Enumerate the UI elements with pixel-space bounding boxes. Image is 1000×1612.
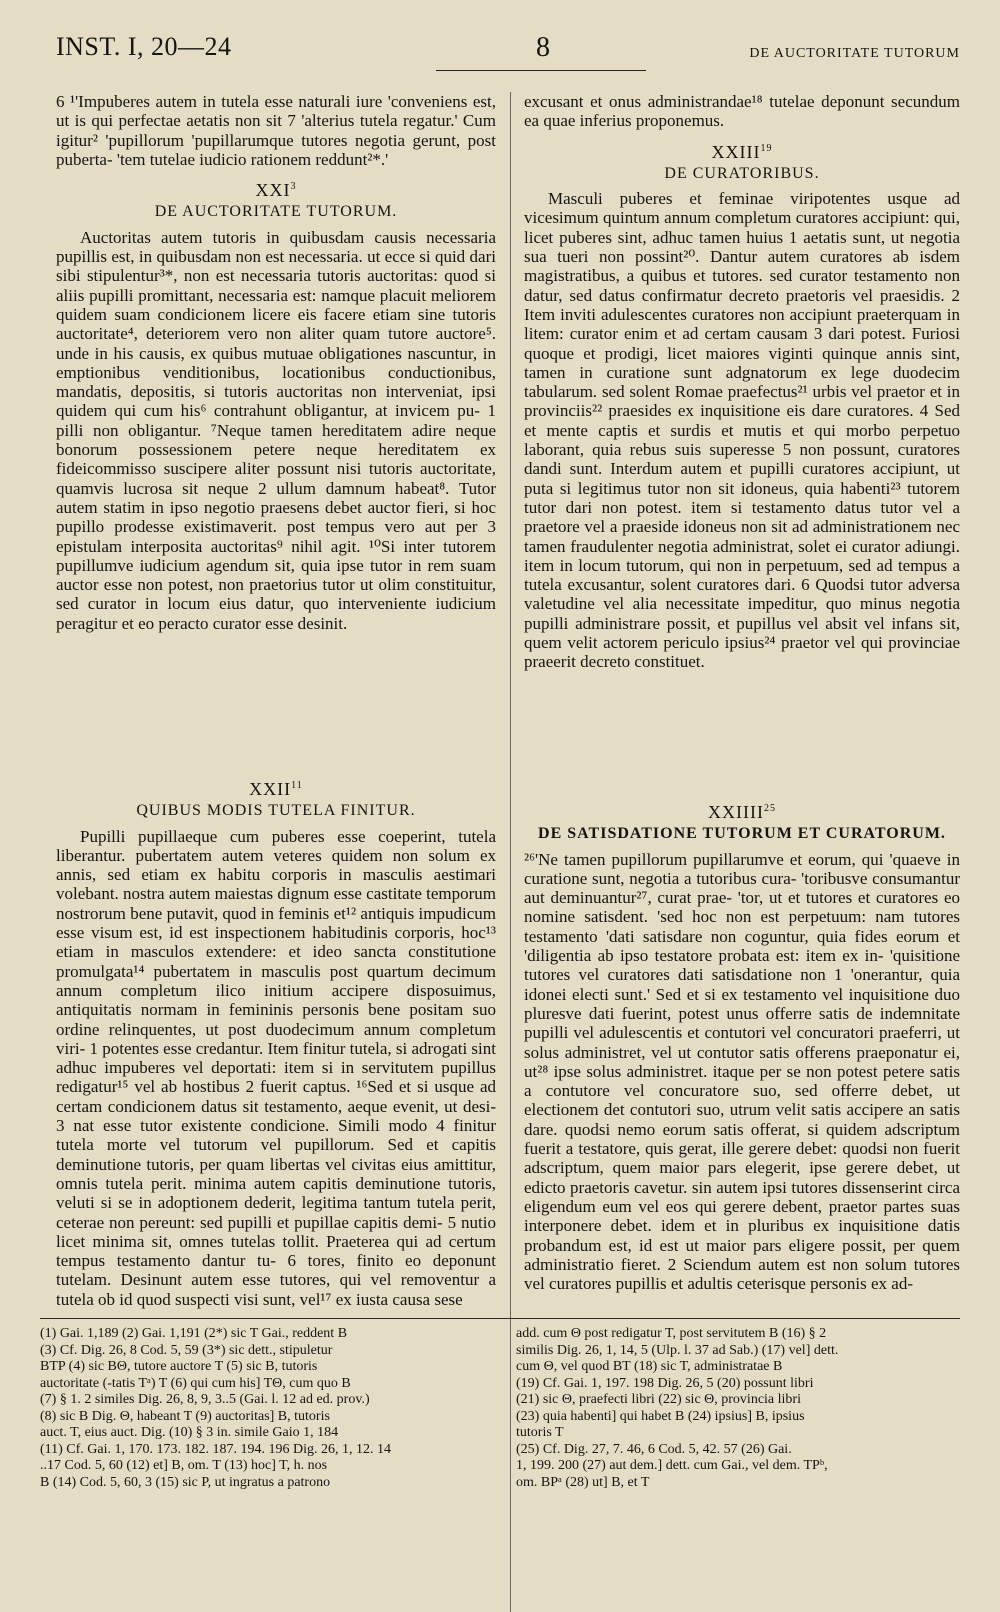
footnote-line: (19) Cf. Gai. 1, 197. 198 Dig. 26, 5 (20) possunt libri <box>516 1375 814 1391</box>
footnotes-right <box>516 1326 966 1491</box>
footnote-line: auct. T, eius auct. Dig. (10) § 3 in. simile Gaio 1, 184 <box>40 1425 339 1440</box>
footnote-line: BTP (4) sic BΘ, tutore auctore T (5) sic B, tutoris <box>40 1359 318 1374</box>
section-number-text: XXIIII <box>708 802 764 822</box>
footnote-line: similis Dig. 26, 1, 14, 5 (Ulp. l. 37 ad Sab.) (17) vel] dett. <box>516 1342 839 1358</box>
section-title: QUIBUS MODIS TUTELA FINITUR. <box>136 802 416 820</box>
footnote-line: (23) quia habenti] qui habet B (24) ipsius] B, ipsius <box>516 1408 805 1424</box>
footnotes-left <box>40 1326 506 1491</box>
footnote-line: (3) Cf. Dig. 26, 8 Cod. 5, 59 (3*) sic dett., stipuletur <box>40 1342 333 1358</box>
section-number-text: XXI <box>255 180 291 201</box>
footnote-line: (25) Cf. Dig. 27, 7. 46, 6 Cod. 5, 42. 57 (26) Gai. <box>516 1441 792 1457</box>
intro-text: excusant et onus administrandae¹⁸ tutelae deponunt secundum ea quae inferius proponemus. <box>524 92 960 131</box>
section-number <box>56 177 496 200</box>
section-number-note: 25 <box>763 803 776 814</box>
footnote-line: tutoris T <box>516 1425 564 1440</box>
page-number: 8 <box>536 32 550 63</box>
section-title: DE SATISDATIONE TUTORUM ET CURATORUM. <box>538 825 946 843</box>
footnote-line: (21) sic Θ, praefecti libri (22) sic Θ, provincia libri <box>516 1392 801 1407</box>
section-paragraph: Masculi puberes et feminae viripotentes usque ad vicesimum quintum annum completum curatores accipiunt: qui, licet puberes sint, adhuc tamen huius 1 aetatis sunt, ut negotia sua tueri non possint²⁰. Dantur autem curatores ab isdem magistratibus, a quibus et tutores. sed curator testamento non datur, sed datus confirmatur decreto praetoris vel praesidis. 2 Item inviti adulescentes curatores non accipiunt praeterquam in litem: curator enim et ad certam causam 3 dari potest. Furiosi quoque et prodigi, licet maiores viginti quinque annis sint, tamen in curatione sunt adgnatorum ex lege duodecim tabularum. sed solent Romae praefectus²¹ urbis vel praetor et in provinciis²² praesides ex inquisitione eis dare curatores. 4 Sed et mente captis et surdis et mutis et qui morbo perpetuo laborant, quia rebus suis superesse 5 non possunt, curatores dandi sunt. Interdum autem et pupilli curatores accipiunt, ut puta si legitimus tutor non sit idoneus, quia habenti²³ tutorem tutor dari non potest. item si testamento datus tutor vel a praetore vel a praeside idoneus non sit ad administrationem nec tamen fraudulenter negotia administrat, solet ei curator adiungi. item in locum tutorum, qui non in perpetuum, sed ad tempus a tutela excusantur, solent curatores dari. 6 Quodsi tutor adversa valetudine vel alia necessitate impeditur, quo minus negotia pupilli administrare possit, et pupillus vel absit vel infans sit, quem velit actorem periculo ipsius²⁴ praetor vel qui provinciae praeerit decreto constituet. <box>524 189 960 672</box>
footnote-line: ..17 Cod. 5, 60 (12) et] B, om. T (13) hoc] T, h. nos <box>40 1458 328 1473</box>
running-head-left: INST. I, 20—24 <box>56 32 232 61</box>
section-title: DE AUCTORITATE TUTORUM. <box>154 203 398 221</box>
section-paragraph: ²⁶'Ne tamen pupillorum pupillarumve et eorum, qui 'quaeve in curatione sunt, negotia a tutoribus cura- 'toribusve consumantur aut deminuantur²⁷, curat prae- 'tor, ut et tutores et curatores eo nomine satisdent. 'sed hoc non est perpetuum: nam tutores testamento 'dati satisdare non coguntur, quia fides eorum et 'diligentia ab ipso testatore probata est: item ex in- 'quisitione tutores vel curatores dati satisdatione non 1 'onerantur, quia idonei electi sunt.' Sed et si ex testamento vel inquisitione duo pluresve dati fuerint, potest unus offerre satis de indemnitate pupilli vel adulescentis et contutori vel concuratori praeferri, ut solus administret, vel ut contutor satis offerens praeponatur ei, ut²⁸ ipse solus administret. itaque per se non potest petere satis a contutore vel concuratore suo, sed offerre debet, ut electionem det contutori suo, utrum velit satis accipere an satis dare. quodsi nemo eorum satis offerat, si quidem adscriptum fuerit a testatore, quis gerat, ille gerere debet: quodsi non fuerit adscriptum, quem maior pars elegerit, ipse gerere debet, ut edicto praetoris cavetur. sin autem ipsi tutores dissenserint circa eligendum eum vel eos qui gerere debent, praetor partes suas interponere debet. idem et in pluribus ex inquisitione datis probandum est, id est ut maior pars eligere possit, per quem administratio fieret. 2 Sciendum autem est non solum tutores vel curatores pupillis et adultis ceterisque personis ex ad- <box>524 849 960 1294</box>
section-number-text: XXII <box>249 779 292 799</box>
intro-text: 6 ¹'Impuberes autem in tutela esse naturali iure 'conveniens est, ut is qui perfectae aetatis non sit 7 'alterius tutela regatur.' Cum igitur² 'pupillorum 'pupillarumque tutores negotia gerunt, post puberta- 'tem tutelae iudicio rationem reddunt²*.' <box>56 92 496 169</box>
section-number-note: 19 <box>760 142 773 154</box>
left-column-top <box>56 92 496 633</box>
section-number-note: 11 <box>291 780 303 791</box>
section-paragraph: Pupilli pupillaeque cum puberes esse coeperint, tutela liberantur. pubertatem autem veteres quidem non solum ex annis, sed etiam ex habitu corporis in masculis aestimari volebant. nostra autem maiestas dignum esse castitate temporum nostrorum bene putavit, quod in feminis et¹² antiquis impudicum esse visum est, id est inspectionem habitudinis corporis, hoc¹³ etiam in masculos extendere: et ideo sancta constitutione promulgata¹⁴ pubertatem in masculis post quartum decimum annum completum ilico initium accipere disposuimus, antiquitatis normam in femininis personis bene positam suo ordine relinquentes, ut post duodecimum annum completum viri- 1 potentes esse credantur. Item finitur tutela, si adrogati sint adhuc impuberes vel deportati: item si in servitutem pupillus redigatur¹⁵ vel ab hostibus 2 fuerit captus. ¹⁶Sed et si usque ad certam condicionem datus sit testamento, aeque evenit, ut desi- 3 nat esse tutor existente condicione. Simili modo 4 finitur tutela morte vel tutorum vel pupillorum. Sed et capitis deminutione tutoris, per quam libertas vel civitas eius amittitur, omnis tutela perit. minima autem capitis deminutione tutoris, veluti si se in adoptionem dederit, legitima tantum tutela perit, ceterae non pereunt: sed pupilli et pupillae capitis demi- 5 nutio licet minima sit, omnes tutelas tollit. Praeterea qui ad certum tempus testamento dantur tu- 6 tores, finito eo deponunt tutelam. Desinunt autem esse tutores, qui vel removentur a tutela ob id quod suspecti visi sunt, vel¹⁷ ex iusta causa sese <box>56 826 496 1309</box>
footnote-line: 1, 199. 200 (27) aut dem.] dett. cum Gai., vel dem. TPᵇ, <box>516 1458 828 1473</box>
right-column-bottom <box>524 791 960 1307</box>
footnote-line: add. cum Θ post redigatur T, post servitutem B (16) § 2 <box>516 1326 827 1341</box>
footnote-line: cum Θ, vel quod BT (18) sic T, administratae B <box>516 1359 783 1374</box>
footnote-line: B (14) Cod. 5, 60, 3 (15) sic P, ut ingratus a patrono <box>40 1474 331 1490</box>
running-head-right: DE AUCTORITATE TUTORUM <box>749 46 960 61</box>
footnote-line: (11) Cf. Gai. 1, 170. 173. 182. 187. 194. 196 Dig. 26, 1, 12. 14 <box>40 1441 392 1457</box>
right-column-top <box>524 92 960 672</box>
section-title: DE CURATORIBUS. <box>664 164 820 182</box>
footnote-rule <box>40 1318 960 1319</box>
footnote-line: auctoritate (-tatis Tᵃ) T (6) qui cum his] TΘ, cum quo B <box>40 1375 351 1391</box>
section-number <box>524 139 960 162</box>
footnote-line: om. BPᵃ (28) ut] B, et T <box>516 1474 650 1490</box>
footnote-line: (8) sic B Dig. Θ, habeant T (9) auctoritas] B, tutoris <box>40 1408 330 1424</box>
footnote-line: (1) Gai. 1,189 (2) Gai. 1,191 (2*) sic T Gai., reddent B <box>40 1326 348 1341</box>
header-rule <box>436 70 646 71</box>
section-number <box>56 776 496 799</box>
section-number-note: 3 <box>290 181 297 193</box>
section-paragraph: Auctoritas autem tutoris in quibusdam causis necessaria pupillis est, in quibusdam non est necessaria. ut ecce si quid dari sibi stipulentur³*, non est necessaria tutoris auctoritas: quod si aliis pupilli promittant, necessaria est: namque placuit meliorem quidem suam condicionem licere eis facere etiam sine tutoris auctoritate⁴, deteriorem vero non aliter quam tutore auctore⁵. unde in his causis, ex quibus mutuae obligationes nascuntur, in emptionibus venditionibus, locationibus conductionibus, mandatis, depositis, si tutoris auctoritas non interveniat, ipsi quidem qui cum his⁶ contrahunt obligantur, at invicem pu- 1 pilli non obligantur. ⁷Neque tamen hereditatem adire neque bonorum possessionem petere neque hereditatem ex fideicommisso suscipere aliter possunt nisi tutoris auctoritate, quamvis lucrosa sit neque 2 ullum damnum habeat⁸. Tutor autem statim in ipso negotio praesens debet auctor fieri, si hoc pupillo prodesse existimaverit. post tempus vero aut per 3 epistulam interposita auctoritas⁹ nihil agit. ¹⁰Si inter tutorem pupillumve iudicium agendum sit, quia ipse tutor in rem suam auctor esse non potest, non praetorius tutor ut olim constituitur, sed curator in locum eius datur, quo interveniente iudicium peragitur et eo peracto curator esse desinit. <box>56 227 496 633</box>
footnote-line: (7) § 1. 2 similes Dig. 26, 8, 9, 3..5 (Gai. l. 12 ad ed. prov.) <box>40 1392 370 1407</box>
running-head <box>56 32 960 72</box>
section-number-text: XXIII <box>711 141 761 162</box>
section-number <box>524 799 960 822</box>
column-divider <box>510 92 511 1612</box>
left-column-bottom <box>56 768 496 1309</box>
